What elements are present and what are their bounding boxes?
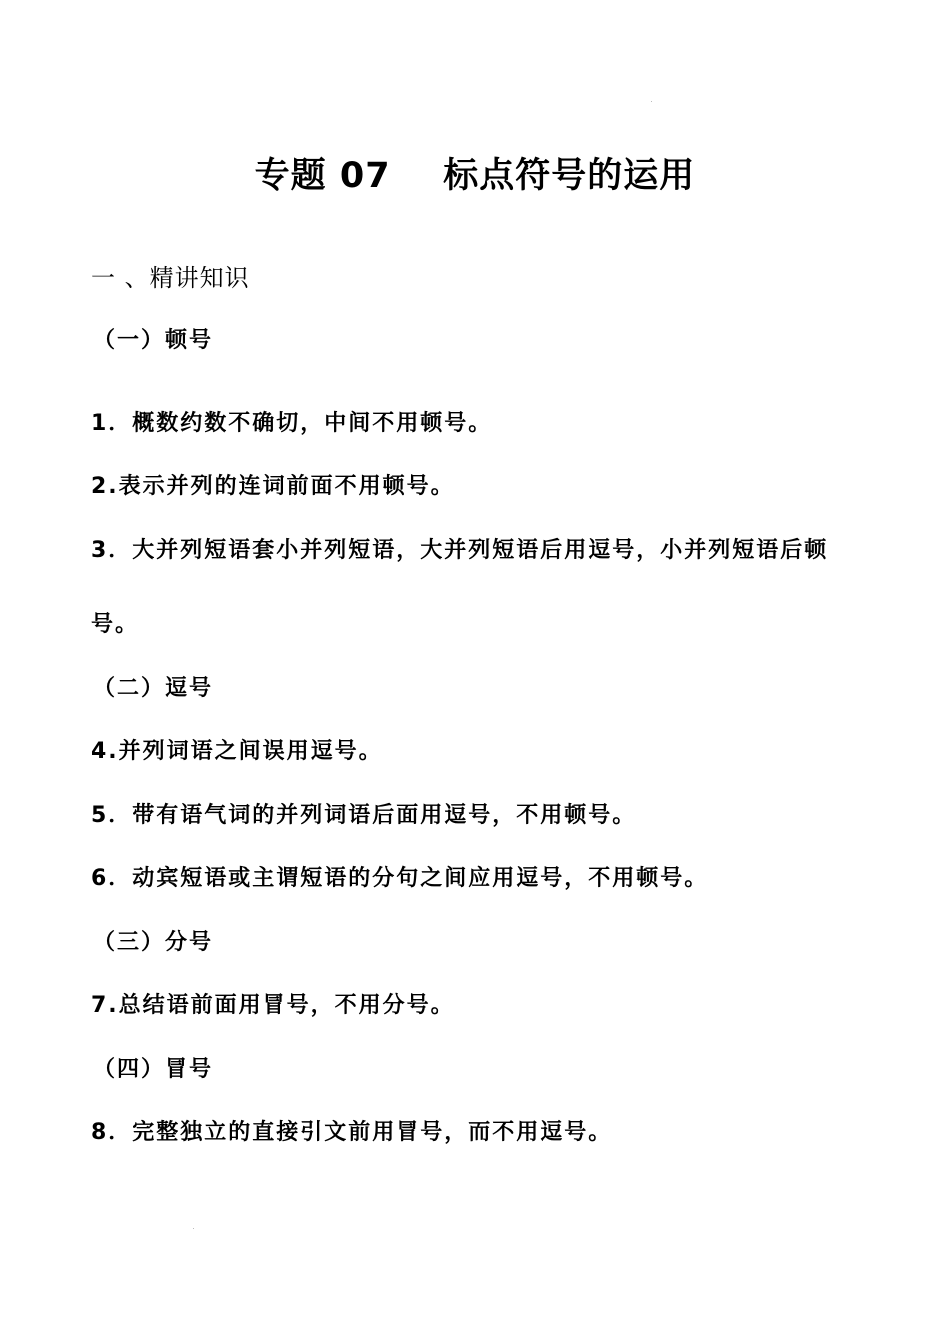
list-item: 7.总结语前面用冒号，不用分号。	[91, 993, 455, 1018]
subsection-heading-comma-pause: （一）顿号	[93, 328, 214, 353]
scan-speck	[193, 1228, 194, 1229]
list-item: 8．完整独立的直接引文前用冒号，而不用逗号。	[91, 1120, 613, 1145]
subsection-heading-semicolon: （三）分号	[93, 930, 214, 955]
list-item: 4.并列词语之间误用逗号。	[91, 739, 383, 764]
page-title: 专题 07 标点符号的运用	[254, 156, 696, 196]
subsection-heading-comma: （二）逗号	[93, 676, 214, 701]
list-item: 1．概数约数不确切，中间不用顿号。	[91, 411, 493, 436]
list-item: 6．动宾短语或主谓短语的分句之间应用逗号，不用顿号。	[91, 866, 709, 891]
scan-speck	[651, 101, 652, 102]
list-item: 2.表示并列的连词前面不用顿号。	[91, 474, 455, 499]
subsection-heading-colon: （四）冒号	[93, 1057, 214, 1082]
list-item: 5．带有语气词的并列词语后面用逗号，不用顿号。	[91, 803, 637, 828]
list-item: 3．大并列短语套小并列短语，大并列短语后用逗号，小并列短语后顿	[91, 538, 829, 563]
list-item-continuation: 号。	[91, 612, 140, 637]
section-heading: 一 、精讲知识	[91, 264, 250, 292]
